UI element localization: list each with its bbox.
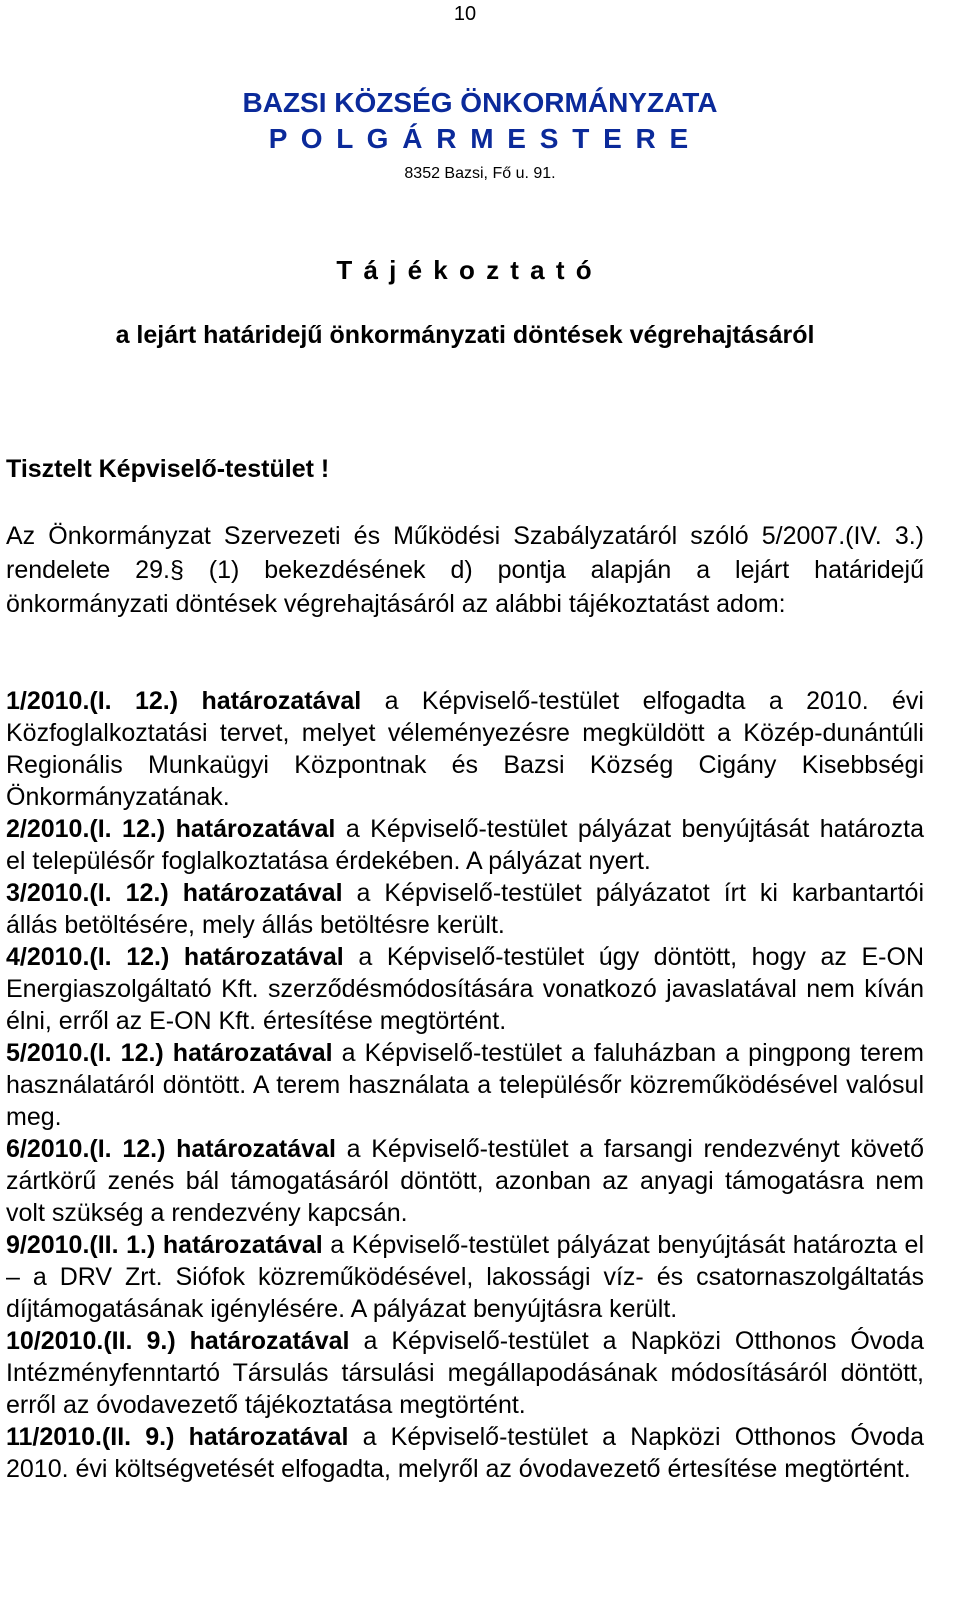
decision-list: [6, 685, 924, 1485]
salutation: Tisztelt Képviselő-testület !: [6, 455, 330, 483]
decision-label: határozatával: [162, 1231, 323, 1259]
decision-item: [6, 941, 924, 1037]
decision-ref: 5/2010.(I. 12.): [6, 1039, 164, 1067]
decision-label: határozatával: [189, 1327, 350, 1355]
decision-text: a Képviselő-testület a farsangi rendezvényt követő zártkörű zenés bál támogatásáról döntött, azonban az anyagi támogatásra nem volt szükség a rendezvény kapcsán.: [6, 1135, 925, 1227]
decision-text: a Képviselő-testület pályázatot írt ki karbantartói állás betöltésére, mely állás betöltésre került.: [6, 879, 924, 939]
intro-paragraph: Az Önkormányzat Szervezeti és Működési Szabályzatáról szóló 5/2007.(IV. 3.) rendelete 29.§ (1) bekezdésének d) pontja alapján a lejárt határidejű önkormányzati döntések végrehajtásáról az alábbi tájékoztatást adom:: [6, 522, 924, 618]
decision-item: [6, 1229, 924, 1325]
decision-item: [6, 1037, 924, 1133]
decision-text: a Képviselő-testület pályázat benyújtását határozta el településőr foglalkoztatása érdekében. A pályázat nyert.: [6, 815, 924, 875]
decision-item: [6, 877, 924, 941]
letterhead-address: 8352 Bazsi, Fő u. 91.: [404, 165, 556, 182]
decision-label: határozatával: [172, 1039, 333, 1067]
decision-text: a Képviselő-testület elfogadta a 2010. évi Közfoglalkoztatási tervet, melyet véleményezésre megküldött a Közép-dunántúli Regionális Munkaügyi Központnak és Bazsi Község Cigány Kisebbségi Önkormányzatának.: [6, 687, 924, 811]
decision-label: határozatával: [176, 1135, 336, 1163]
decision-ref: 6/2010.(I. 12.): [6, 1135, 166, 1163]
decision-item: [6, 1133, 924, 1229]
decision-label: határozatával: [182, 879, 343, 907]
decision-text: a Képviselő-testület pályázat benyújtását határozta el – a DRV Zrt. Siófok közreműködésével, lakossági víz- és csatornaszolgáltatás díjtámogatásának igénylésére. A pályázat benyújtásra került.: [6, 1231, 925, 1323]
decision-text: a Képviselő-testület a faluházban a pingpong terem használatáról döntött. A terem használata a településőr közreműködésével valósul meg.: [6, 1039, 925, 1131]
decision-ref: 10/2010.(II. 9.): [6, 1327, 176, 1355]
decision-ref: 1/2010.(I. 12.): [6, 687, 179, 715]
letterhead-mayor: P O L G Á R M E S T E R E: [268, 123, 692, 154]
decision-label: határozatával: [188, 1423, 349, 1451]
decision-text: a Képviselő-testület a Napközi Otthonos Óvoda 2010. évi költségvetését elfogadta, melyről az óvodavezető értesítése megtörtént.: [6, 1423, 924, 1483]
decision-label: határozatával: [201, 687, 362, 715]
decision-label: határozatával: [175, 815, 336, 843]
decision-ref: 9/2010.(II. 1.): [6, 1231, 156, 1259]
decision-ref: 3/2010.(I. 12.): [6, 879, 169, 907]
decision-item: [6, 685, 924, 813]
decision-ref: 2/2010.(I. 12.): [6, 815, 166, 843]
decision-text: a Képviselő-testület úgy döntött, hogy az E-ON Energiaszolgáltató Kft. szerződésmódosítására vonatkozó javaslatával nem kíván élni, erről az E-ON Kft. értesítése megtörtént.: [6, 943, 924, 1035]
decision-item: [6, 1421, 924, 1485]
letterhead-municipality: BAZSI KÖZSÉG ÖNKORMÁNYZATA: [242, 87, 718, 118]
document-subtitle: a lejárt határidejű önkormányzati döntések végrehajtásáról: [115, 321, 815, 349]
decision-ref: 11/2010.(II. 9.): [6, 1423, 175, 1451]
decision-ref: 4/2010.(I. 12.): [6, 943, 170, 971]
decision-label: határozatával: [183, 943, 344, 971]
letterhead: [0, 85, 960, 185]
decision-text: a Képviselő-testület a Napközi Otthonos Óvoda Intézményfenntartó Társulás társulási megállapodásának módosításáról döntött, erről az óvodavezető tájékoztatása megtörtént.: [6, 1327, 924, 1419]
decision-item: [6, 813, 924, 877]
decision-item: [6, 1325, 924, 1421]
page-number: 10: [453, 3, 477, 25]
document-title: T á j é k o z t a t ó: [336, 255, 594, 285]
